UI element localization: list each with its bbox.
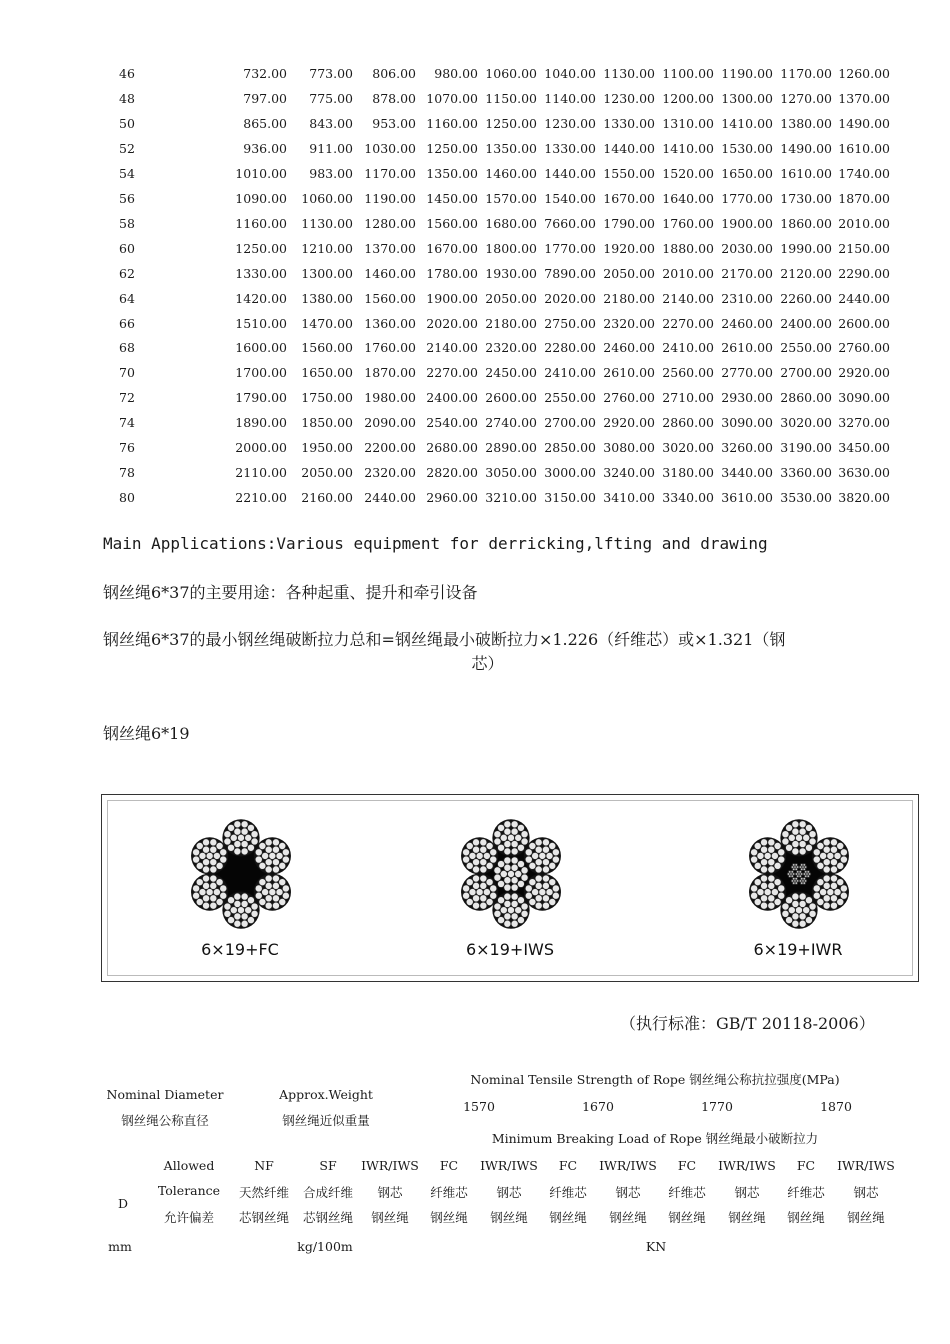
value-cell: 2270.00	[426, 365, 478, 381]
subheader-fc-line: 纤维芯	[668, 1185, 706, 1200]
value-cell: 2120.00	[780, 265, 832, 281]
hdr-strength-1570: 1570	[463, 1099, 495, 1114]
value-cell: 1280.00	[364, 215, 416, 231]
subheader-iwr-iws-line: 钢丝绳	[728, 1210, 766, 1225]
value-cell: 1930.00	[485, 265, 537, 281]
value-cell: 2050.00	[301, 465, 353, 481]
value-cell: 1410.00	[662, 140, 714, 156]
value-cell: 911.00	[309, 140, 353, 156]
value-cell: 1760.00	[662, 215, 714, 231]
diameter-cell: 46	[119, 66, 135, 81]
value-cell: 1520.00	[662, 165, 714, 181]
value-cell: 3530.00	[780, 490, 832, 506]
subheader-nf-line: 天然纤维	[238, 1185, 289, 1200]
value-cell: 953.00	[372, 115, 416, 131]
value-cell: 3440.00	[721, 465, 773, 481]
value-cell: 1750.00	[301, 390, 353, 406]
subheader-fc-line: 钢丝绳	[668, 1210, 706, 1225]
value-cell: 2410.00	[544, 365, 596, 381]
value-cell: 1740.00	[838, 165, 890, 181]
subheader-fc-line: 钢丝绳	[787, 1210, 825, 1225]
diameter-cell: 70	[119, 365, 135, 381]
value-cell: 1870.00	[838, 190, 890, 206]
value-cell: 2400.00	[426, 390, 478, 406]
value-cell: 3000.00	[544, 465, 596, 481]
subheader-tolerance-line: Tolerance	[157, 1183, 221, 1198]
rope-cross-section-figure	[101, 794, 919, 982]
hdr-unit-kn: KN	[645, 1239, 667, 1254]
standard-note: （执行标准：GB/T 20118-2006）	[620, 1014, 875, 1033]
subheader-iwr-iws-line: 钢芯	[496, 1185, 522, 1200]
subheader-iwr-iws-line: IWR/IWS	[837, 1158, 895, 1173]
table-row	[0, 141, 950, 166]
subheader-iwr-iws-line: 钢丝绳	[847, 1210, 885, 1225]
value-cell: 2700.00	[544, 415, 596, 431]
value-cell: 1560.00	[301, 340, 353, 356]
value-cell: 2860.00	[662, 415, 714, 431]
diameter-cell: 48	[119, 90, 135, 106]
value-cell: 2090.00	[364, 415, 416, 431]
subheader-fc-line: FC	[439, 1158, 459, 1173]
value-cell: 1190.00	[364, 190, 416, 206]
value-cell: 2540.00	[426, 415, 478, 431]
value-cell: 2710.00	[662, 390, 714, 406]
value-cell: 2260.00	[780, 290, 832, 306]
value-cell: 2050.00	[485, 290, 537, 306]
subheader-fc-line: 钢丝绳	[430, 1210, 468, 1225]
value-cell: 2600.00	[485, 390, 537, 406]
value-cell: 2610.00	[603, 365, 655, 381]
value-cell: 1330.00	[544, 140, 596, 156]
value-cell: 1250.00	[426, 140, 478, 156]
subheader-fc-line: FC	[558, 1158, 578, 1173]
value-cell: 1540.00	[544, 190, 596, 206]
value-cell: 2140.00	[662, 290, 714, 306]
value-cell: 1170.00	[780, 66, 832, 81]
diameter-cell: 74	[119, 415, 135, 431]
value-cell: 1670.00	[426, 240, 478, 256]
value-cell: 2760.00	[838, 340, 890, 356]
value-cell: 865.00	[243, 115, 287, 131]
value-cell: 1160.00	[235, 215, 287, 231]
value-cell: 3190.00	[780, 440, 832, 456]
value-cell: 1250.00	[485, 115, 537, 131]
value-cell: 2920.00	[838, 365, 890, 381]
value-cell: 1150.00	[485, 90, 537, 106]
subheader-sf-line: SF	[319, 1158, 337, 1173]
value-cell: 2740.00	[485, 415, 537, 431]
subheader-tolerance-line: 允许偏差	[163, 1210, 214, 1225]
value-cell: 980.00	[434, 66, 478, 81]
diameter-cell: 56	[119, 190, 135, 206]
value-cell: 3090.00	[721, 415, 773, 431]
value-cell: 2200.00	[364, 440, 416, 456]
value-cell: 1790.00	[603, 215, 655, 231]
value-cell: 1440.00	[544, 165, 596, 181]
value-cell: 2170.00	[721, 265, 773, 281]
value-cell: 2280.00	[544, 340, 596, 356]
value-cell: 2450.00	[485, 365, 537, 381]
subheader-iwr-iws-line: 钢丝绳	[490, 1210, 528, 1225]
value-cell: 2460.00	[721, 315, 773, 331]
value-cell: 1070.00	[426, 90, 478, 106]
hdr-unit-mm: mm	[108, 1239, 132, 1254]
value-cell: 2320.00	[364, 465, 416, 481]
value-cell: 1100.00	[662, 66, 714, 81]
value-cell: 1990.00	[780, 240, 832, 256]
value-cell: 1560.00	[426, 215, 478, 231]
value-cell: 2440.00	[364, 490, 416, 506]
value-cell: 1850.00	[301, 415, 353, 431]
value-cell: 3050.00	[485, 465, 537, 481]
value-cell: 1410.00	[721, 115, 773, 131]
value-cell: 1370.00	[364, 240, 416, 256]
value-cell: 1700.00	[235, 365, 287, 381]
value-cell: 1650.00	[301, 365, 353, 381]
value-cell: 1310.00	[662, 115, 714, 131]
value-cell: 1380.00	[301, 290, 353, 306]
subheader-iwr-iws-line: IWR/IWS	[480, 1158, 538, 1173]
table-row	[0, 316, 950, 341]
value-cell: 732.00	[243, 66, 287, 81]
value-cell: 1130.00	[301, 215, 353, 231]
value-cell: 2550.00	[780, 340, 832, 356]
value-cell: 2820.00	[426, 465, 478, 481]
value-cell: 2960.00	[426, 490, 478, 506]
hdr-d: D	[117, 1196, 129, 1211]
value-cell: 3410.00	[603, 490, 655, 506]
value-cell: 2140.00	[426, 340, 478, 356]
subheader-iwr-iws-line: IWR/IWS	[361, 1158, 419, 1173]
hdr-strength-1870: 1870	[820, 1099, 852, 1114]
value-cell: 1010.00	[235, 165, 287, 181]
value-cell: 1490.00	[838, 115, 890, 131]
value-cell: 2020.00	[426, 315, 478, 331]
value-cell: 1210.00	[301, 240, 353, 256]
value-cell: 3150.00	[544, 490, 596, 506]
value-cell: 1230.00	[544, 115, 596, 131]
hdr-unit-weight: kg/100m	[297, 1239, 353, 1254]
value-cell: 1530.00	[721, 140, 773, 156]
formula-line-1: 钢丝绳6*37的最小钢丝绳破断拉力总和=钢丝绳最小破断拉力×1.226（纤维芯）或×1.321（钢	[103, 630, 786, 649]
value-cell: 1460.00	[485, 165, 537, 181]
value-cell: 2610.00	[721, 340, 773, 356]
value-cell: 1460.00	[364, 265, 416, 281]
value-cell: 1370.00	[838, 90, 890, 106]
diameter-cell: 76	[119, 440, 135, 456]
value-cell: 1260.00	[838, 66, 890, 81]
subheader-fc-line: 纤维芯	[787, 1185, 825, 1200]
value-cell: 1380.00	[780, 115, 832, 131]
value-cell: 2110.00	[235, 465, 287, 481]
diameter-cell: 50	[119, 115, 135, 131]
value-cell: 1980.00	[364, 390, 416, 406]
value-cell: 3080.00	[603, 440, 655, 456]
value-cell: 1770.00	[544, 240, 596, 256]
value-cell: 1890.00	[235, 415, 287, 431]
value-cell: 1870.00	[364, 365, 416, 381]
value-cell: 3180.00	[662, 465, 714, 481]
value-cell: 2760.00	[603, 390, 655, 406]
value-cell: 1950.00	[301, 440, 353, 456]
value-cell: 2890.00	[485, 440, 537, 456]
hdr-strength-1670: 1670	[582, 1099, 614, 1114]
value-cell: 1900.00	[426, 290, 478, 306]
table-row	[0, 66, 950, 91]
value-cell: 2400.00	[780, 315, 832, 331]
subheader-iwr-iws-line: IWR/IWS	[599, 1158, 657, 1173]
value-cell: 1650.00	[721, 165, 773, 181]
hdr-nominal-diameter-en: Nominal Diameter	[106, 1087, 224, 1102]
label-iws: 6×19+IWS	[465, 940, 555, 959]
value-cell: 2310.00	[721, 290, 773, 306]
value-cell: 1300.00	[721, 90, 773, 106]
value-cell: 1550.00	[603, 165, 655, 181]
value-cell: 1470.00	[301, 315, 353, 331]
value-cell: 2920.00	[603, 415, 655, 431]
value-cell: 1160.00	[426, 115, 478, 131]
diameter-cell: 52	[119, 140, 135, 156]
value-cell: 3450.00	[838, 440, 890, 456]
value-cell: 2460.00	[603, 340, 655, 356]
value-cell: 2320.00	[603, 315, 655, 331]
formula-line-2: 芯）	[471, 654, 504, 673]
value-cell: 1350.00	[426, 165, 478, 181]
subheader-iwr-iws-line: IWR/IWS	[718, 1158, 776, 1173]
diameter-cell: 62	[119, 265, 135, 281]
rope-iwr-diagram	[734, 809, 864, 939]
value-cell: 1300.00	[301, 265, 353, 281]
table-row	[0, 216, 950, 241]
hdr-approx-weight-cn: 钢丝绳近似重量	[282, 1113, 370, 1128]
subheader-iwr-iws-line: 钢芯	[734, 1185, 760, 1200]
rope-fc-diagram	[176, 809, 306, 939]
value-cell: 1450.00	[426, 190, 478, 206]
value-cell: 3630.00	[838, 465, 890, 481]
subheader-fc-line: FC	[796, 1158, 816, 1173]
hdr-min-breaking-load: Minimum Breaking Load of Rope 钢丝绳最小破断拉力	[491, 1131, 819, 1146]
table-row	[0, 390, 950, 415]
subheader-iwr-iws-line: 钢丝绳	[371, 1210, 409, 1225]
value-cell: 1600.00	[235, 340, 287, 356]
value-cell: 1200.00	[662, 90, 714, 106]
value-cell: 1170.00	[364, 165, 416, 181]
hdr-tensile-strength: Nominal Tensile Strength of Rope 钢丝绳公称抗拉强度(MPa)	[470, 1072, 840, 1087]
value-cell: 1610.00	[780, 165, 832, 181]
table-row	[0, 116, 950, 141]
value-cell: 1130.00	[603, 66, 655, 81]
value-cell: 3020.00	[662, 440, 714, 456]
value-cell: 2000.00	[235, 440, 287, 456]
value-cell: 2020.00	[544, 290, 596, 306]
value-cell: 773.00	[309, 66, 353, 81]
subheader-nf-line: 芯钢丝绳	[238, 1210, 289, 1225]
section-title: 钢丝绳6*19	[103, 724, 190, 743]
value-cell: 1510.00	[235, 315, 287, 331]
value-cell: 2150.00	[838, 240, 890, 256]
value-cell: 2930.00	[721, 390, 773, 406]
value-cell: 806.00	[372, 66, 416, 81]
table-row	[0, 415, 950, 440]
hdr-approx-weight-en: Approx.Weight	[279, 1087, 373, 1102]
value-cell: 2560.00	[662, 365, 714, 381]
value-cell: 1140.00	[544, 90, 596, 106]
subheader-iwr-iws-line: 钢丝绳	[609, 1210, 647, 1225]
value-cell: 1190.00	[721, 66, 773, 81]
diameter-cell: 60	[119, 240, 135, 256]
applications-cn: 钢丝绳6*37的主要用途：各种起重、提升和牵引设备	[103, 583, 478, 602]
subheader-fc-line: 纤维芯	[430, 1185, 468, 1200]
value-cell: 1920.00	[603, 240, 655, 256]
diameter-cell: 68	[119, 340, 135, 356]
value-cell: 983.00	[309, 165, 353, 181]
value-cell: 3210.00	[485, 490, 537, 506]
value-cell: 3610.00	[721, 490, 773, 506]
value-cell: 2410.00	[662, 340, 714, 356]
applications-en: Main Applications:Various equipment for derricking,lfting and drawing	[103, 534, 768, 553]
subheader-sf-line: 芯钢丝绳	[302, 1210, 353, 1225]
value-cell: 3270.00	[838, 415, 890, 431]
diameter-cell: 64	[119, 290, 135, 306]
value-cell: 1680.00	[485, 215, 537, 231]
value-cell: 3820.00	[838, 490, 890, 506]
value-cell: 878.00	[372, 90, 416, 106]
value-cell: 1330.00	[235, 265, 287, 281]
diameter-cell: 66	[119, 315, 135, 331]
diameter-cell: 72	[119, 390, 135, 406]
value-cell: 1730.00	[780, 190, 832, 206]
value-cell: 1570.00	[485, 190, 537, 206]
subheader-iwr-iws-line: 钢芯	[377, 1185, 403, 1200]
table-row	[0, 266, 950, 291]
value-cell: 1900.00	[721, 215, 773, 231]
value-cell: 2180.00	[603, 290, 655, 306]
subheader-fc-line: 纤维芯	[549, 1185, 587, 1200]
subheader-nf-line: NF	[254, 1158, 274, 1173]
value-cell: 1880.00	[662, 240, 714, 256]
table-row	[0, 465, 950, 490]
value-cell: 3020.00	[780, 415, 832, 431]
value-cell: 1860.00	[780, 215, 832, 231]
value-cell: 1490.00	[780, 140, 832, 156]
subheader-fc-line: 钢丝绳	[549, 1210, 587, 1225]
value-cell: 797.00	[243, 90, 287, 106]
value-cell: 2700.00	[780, 365, 832, 381]
value-cell: 1420.00	[235, 290, 287, 306]
value-cell: 1560.00	[364, 290, 416, 306]
value-cell: 2550.00	[544, 390, 596, 406]
hdr-strength-1770: 1770	[701, 1099, 733, 1114]
subheader-tolerance-line: Allowed	[163, 1158, 215, 1173]
value-cell: 1350.00	[485, 140, 537, 156]
diameter-cell: 54	[119, 165, 135, 181]
value-cell: 1790.00	[235, 390, 287, 406]
diameter-cell: 80	[119, 490, 135, 506]
value-cell: 2210.00	[235, 490, 287, 506]
table-row	[0, 91, 950, 116]
value-cell: 2750.00	[544, 315, 596, 331]
value-cell: 1770.00	[721, 190, 773, 206]
rope-iws-diagram	[446, 809, 576, 939]
value-cell: 3090.00	[838, 390, 890, 406]
table-row	[0, 191, 950, 216]
value-cell: 2320.00	[485, 340, 537, 356]
value-cell: 2270.00	[662, 315, 714, 331]
subheader-sf-line: 合成纤维	[302, 1185, 353, 1200]
diameter-cell: 78	[119, 465, 135, 481]
value-cell: 2160.00	[301, 490, 353, 506]
value-cell: 3340.00	[662, 490, 714, 506]
value-cell: 3240.00	[603, 465, 655, 481]
value-cell: 2860.00	[780, 390, 832, 406]
value-cell: 1440.00	[603, 140, 655, 156]
value-cell: 2770.00	[721, 365, 773, 381]
value-cell: 1640.00	[662, 190, 714, 206]
value-cell: 1760.00	[364, 340, 416, 356]
value-cell: 1330.00	[603, 115, 655, 131]
value-cell: 1250.00	[235, 240, 287, 256]
table-row	[0, 166, 950, 191]
table-row	[0, 440, 950, 465]
diameter-cell: 58	[119, 215, 135, 231]
value-cell: 775.00	[309, 90, 353, 106]
table-row	[0, 291, 950, 316]
value-cell: 2010.00	[838, 215, 890, 231]
value-cell: 2050.00	[603, 265, 655, 281]
value-cell: 936.00	[243, 140, 287, 156]
value-cell: 3360.00	[780, 465, 832, 481]
value-cell: 2180.00	[485, 315, 537, 331]
subheader-iwr-iws-line: 钢芯	[615, 1185, 641, 1200]
table-row	[0, 365, 950, 390]
value-cell: 843.00	[309, 115, 353, 131]
label-fc: 6×19+FC	[201, 940, 279, 959]
value-cell: 1060.00	[485, 66, 537, 81]
value-cell: 7890.00	[544, 265, 596, 281]
value-cell: 7660.00	[544, 215, 596, 231]
table-row	[0, 340, 950, 365]
label-iwr: 6×19+IWR	[753, 940, 843, 959]
table-row	[0, 490, 950, 515]
value-cell: 2850.00	[544, 440, 596, 456]
table-row	[0, 241, 950, 266]
value-cell: 3260.00	[721, 440, 773, 456]
subheader-iwr-iws-line: 钢芯	[853, 1185, 879, 1200]
subheader-fc-line: FC	[677, 1158, 697, 1173]
value-cell: 1780.00	[426, 265, 478, 281]
value-cell: 2030.00	[721, 240, 773, 256]
value-cell: 1270.00	[780, 90, 832, 106]
value-cell: 1230.00	[603, 90, 655, 106]
value-cell: 1090.00	[235, 190, 287, 206]
value-cell: 1610.00	[838, 140, 890, 156]
value-cell: 1040.00	[544, 66, 596, 81]
value-cell: 1670.00	[603, 190, 655, 206]
value-cell: 2440.00	[838, 290, 890, 306]
value-cell: 2600.00	[838, 315, 890, 331]
value-cell: 1360.00	[364, 315, 416, 331]
value-cell: 1060.00	[301, 190, 353, 206]
hdr-nominal-diameter-cn: 钢丝绳公称直径	[121, 1113, 209, 1128]
value-cell: 1030.00	[364, 140, 416, 156]
value-cell: 2010.00	[662, 265, 714, 281]
value-cell: 2290.00	[838, 265, 890, 281]
value-cell: 1800.00	[485, 240, 537, 256]
value-cell: 2680.00	[426, 440, 478, 456]
